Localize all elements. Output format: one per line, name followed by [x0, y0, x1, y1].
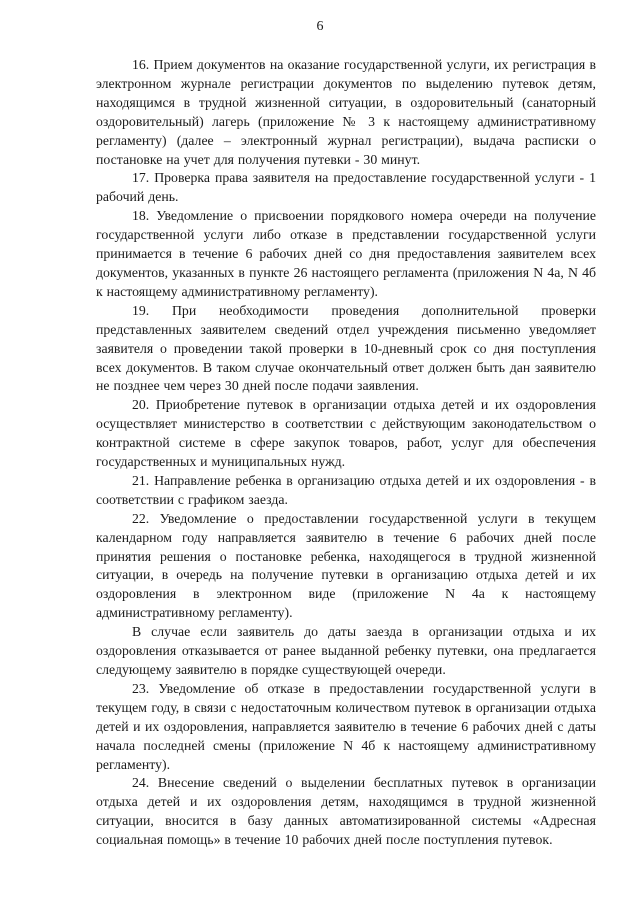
paragraph-20: 20. Приобретение путевок в организации отдыха детей и их оздоровления осуществляет министерство в соответствии с действующим законодательством о контрактной системе в сфере закупок товаров, работ, услуг для обеспечения государственных и муниципальных нужд. [96, 397, 596, 470]
paragraph-24: 24. Внесение сведений о выделении бесплатных путевок в организации отдыха детей и их оздоровления детям, находящимся в трудной жизненной ситуации, вносится в базу данных автоматизированной системы «Адресная социальная помощь» в течение 10 рабочих дней после поступления путевок. [96, 775, 596, 848]
paragraph-22-continuation: В случае если заявитель до даты заезда в организации отдыха и их оздоровления отказывается от ранее выданной ребенку путевки, она предлагается следующему заявителю в порядке существующей очереди. [96, 624, 596, 677]
paragraph-19: 19. При необходимости проведения дополнительной проверки представленных заявителем сведений отдел учреждения письменно уведомляет заявителя о проведении такой проверки в 10-дневный срок со дня поступления всех документов. В таком случае окончательный ответ должен быть дан заявителю не позднее чем через 30 дней после подачи заявления. [96, 302, 596, 394]
paragraph-22: 22. Уведомление о предоставлении государственной услуги в текущем календарном году направляется заявителю в течение 6 рабочих дней после принятия решения о постановке ребенка, находящегося в трудной жизненной ситуации, в очередь на получение путевки в организацию отдыха детей и их оздоровления в электронном виде (приложение N 4а к настоящему административному регламенту). [96, 510, 596, 621]
page-number: 6 [316, 19, 324, 34]
paragraph-18: 18. Уведомление о присвоении порядкового номера очереди на получение государственной услуги либо отказе в представлении государственной услуги принимается в течение 6 рабочих дней со дня предоставления заявителем всех документов, указанных в пункте 26 настоящего регламента (приложения N 4а, N 4б к настоящему административному регламенту). [96, 208, 596, 299]
paragraph-23: 23. Уведомление об отказе в предоставлении государственной услуги в текущем году, в связи с недостаточным количеством путевок в организации отдыха детей и их оздоровления, направляется заявителю в течение 6 рабочих дней с даты начала последней смены (приложение N 4б к настоящему административному регламенту). [96, 680, 596, 772]
paragraph-16: 16. Прием документов на оказание государственной услуги, их регистрация в электронном журнале регистрации документов по выделению путевок детям, находящимся в трудной жизненной ситуации, в оздоровительный (санаторный оздоровительный) лагерь (приложение № 3 к настоящему административному регламенту) (далее – электронный журнал регистрации), выдача расписки о постановке на учет для получения путевки - 30 минут. [96, 57, 596, 167]
paragraph-17: 17. Проверка права заявителя на предоставление государственной услуги - 1 рабочий день. [96, 170, 596, 205]
paragraph-21: 21. Направление ребенка в организацию отдыха детей и их оздоровления - в соответствии с графиком заезда. [96, 472, 596, 507]
document-body [96, 56, 596, 850]
